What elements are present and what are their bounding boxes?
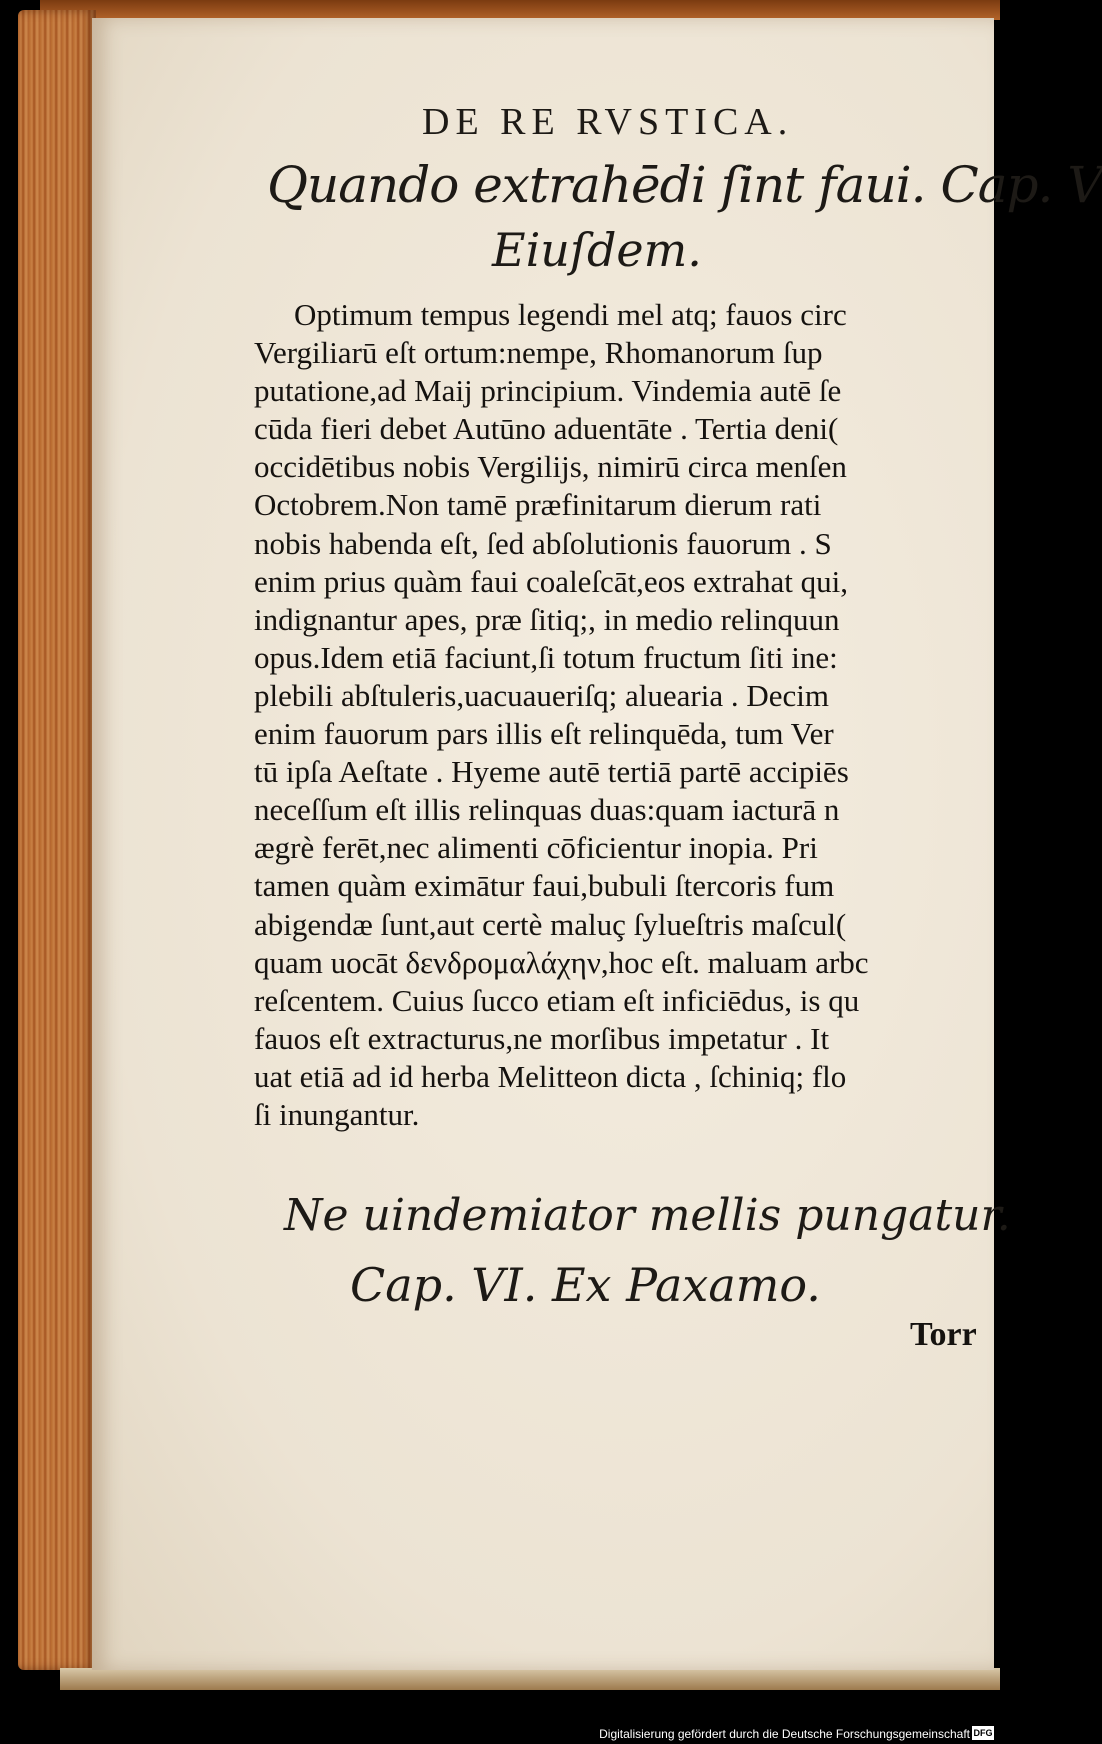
text-line: neceſſum eſt illis relinquas duas:quam iacturā n [254,792,840,828]
text-line: abigendæ ſunt,aut certè maluç ſylueſtris maſcul( [254,906,847,942]
text-line: tū ipſa Aeſtate . Hyeme autē tertiā partē accipiēs [254,754,849,790]
text-line: indignantur apes, præ ſitiq;, in medio relinquun [254,601,840,637]
book-bottom-edge [60,1668,1000,1690]
chapter-title-line2: Eiuſdem. [492,223,702,277]
text-line: tamen quàm eximātur faui,bubuli ſtercoris fum [254,868,835,904]
text-line: ſi inungantur. [254,1096,420,1132]
chapter-title-line1: Ne uindemiator mellis pungatur. [284,1190,1011,1241]
text-line: ægrè ferēt,nec alimenti cōficientur inopia. Pri [254,830,818,866]
text-line: uat etiā ad id herba Melitteon dicta , ſchiniq; flo [254,1058,847,1094]
catchword: Torr [910,1316,977,1353]
text-line: plebili abſtuleris,uacuaueriſq; aluearia . Decim [254,677,829,713]
text-line: Vergiliarū eſt ortum:nempe, Rhomanorum ſup [254,335,823,371]
footer-bar [0,1724,1000,1744]
book-top-edge [40,0,1000,20]
text-line: enim prius quàm faui coaleſcāt,eos extrahat qui, [254,563,848,599]
running-head: DE RE RVSTICA. [422,101,794,143]
dfg-logo: DFG [973,1728,993,1738]
text-line: enim fauorum pars illis eſt relinquēda, tum Ver [254,716,834,752]
text-line: Octobrem.Non tamē præfinitarum dierum rati [254,487,822,523]
chapter-title-line2: Cap. VI. Ex Paxamo. [350,1258,821,1312]
text-line: putatione,ad Maij principium. Vindemia autē ſe [254,373,842,409]
text-line: reſcentem. Cuius ſucco etiam eſt inficiēdus, is qu [254,982,860,1018]
text-line: quam uocāt δενδρομαλάχην,hoc eſt. maluam arbc [254,944,869,980]
book-page [92,18,1102,1670]
chapter-title-line1: Quando extrahēdi ſint faui. Cap. V [267,156,1102,214]
book-fore-edge [18,10,96,1670]
text-line: fauos eſt extracturus,ne morſibus impetatur . It [254,1020,830,1056]
funding-credit: Digitalisierung gefördert durch die Deutsche Forschungsgemeinschaft [599,1727,970,1741]
body-text [254,296,1014,1134]
text-line: Optimum tempus legendi mel atq; fauos circ [294,297,847,332]
text-line: occidētibus nobis Vergilijs, nimirū circa menſen [254,449,847,485]
text-line: cūda fieri debet Autūno aduentāte . Tertia deni( [254,411,839,447]
text-line: opus.Idem etiā faciunt,ſi totum fructum ſiti ine: [254,639,838,675]
text-line: nobis habenda eſt, ſed abſolutionis fauorum . S [254,525,832,561]
